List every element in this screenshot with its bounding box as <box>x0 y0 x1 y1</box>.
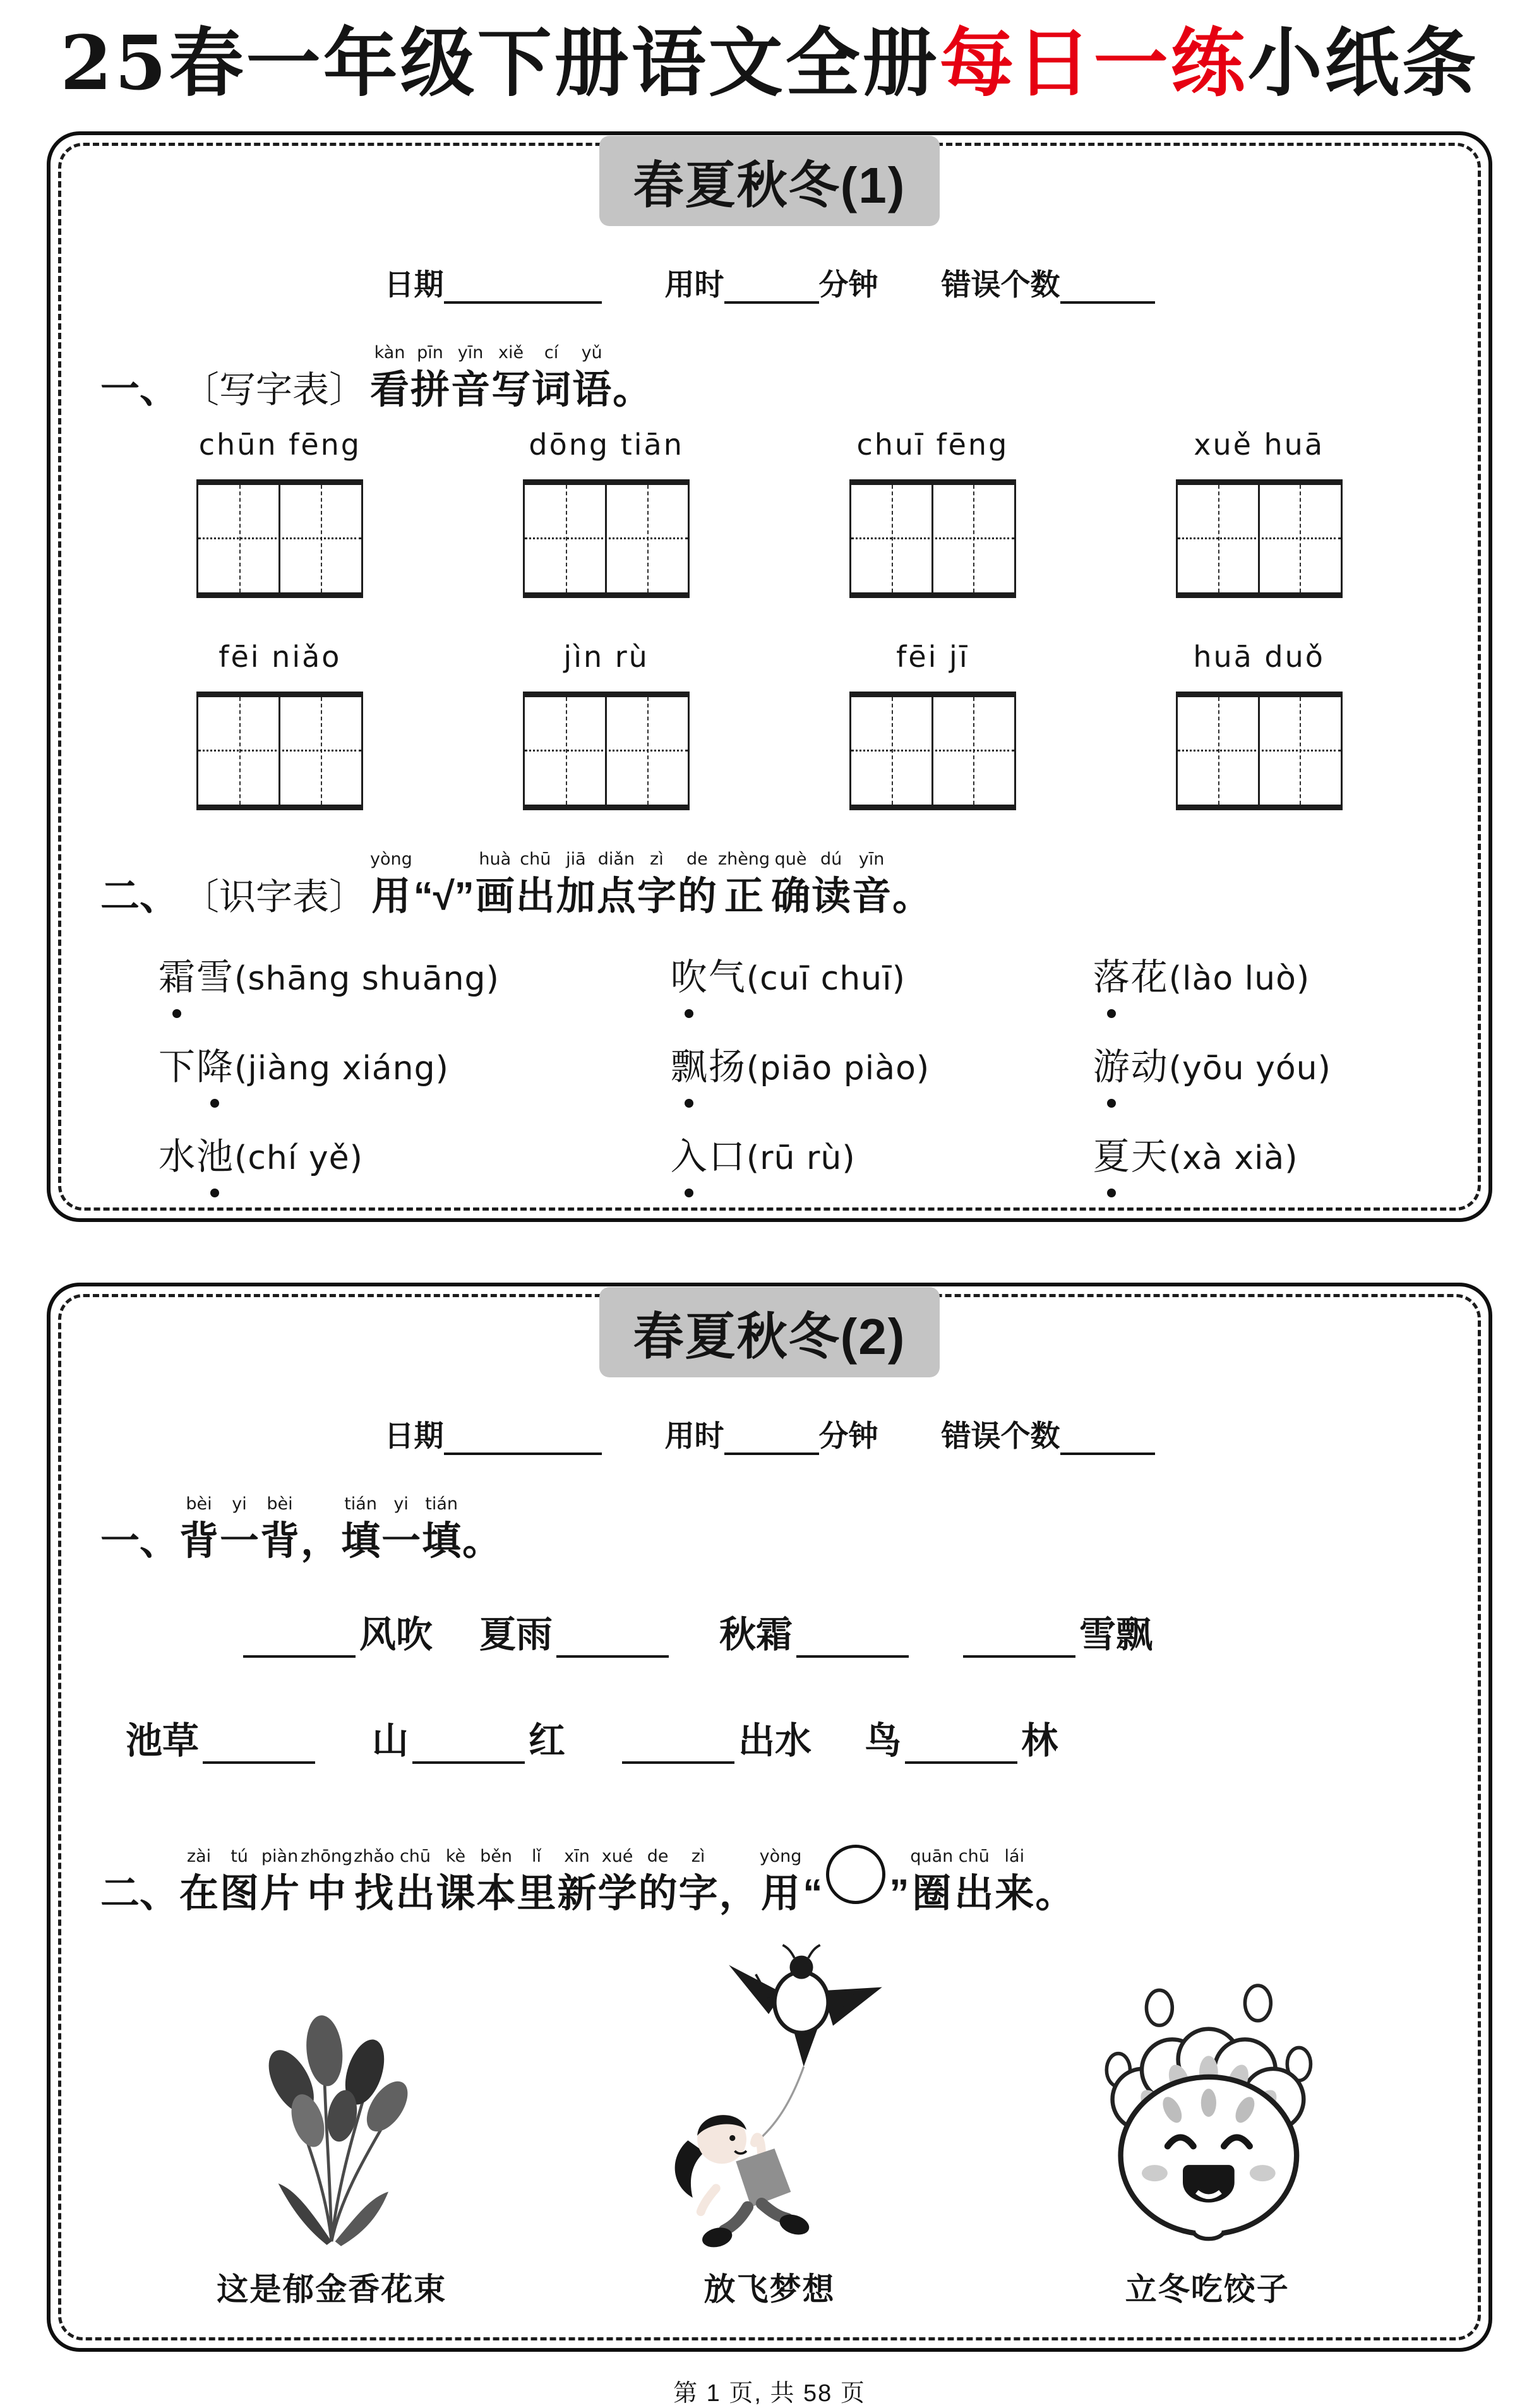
grid-guide-line <box>851 537 1014 539</box>
fill-text: 鸟 <box>865 1720 902 1762</box>
ruby-token <box>910 1847 953 1915</box>
writing-grid-box <box>1176 479 1343 598</box>
hanzi-char: 音 <box>451 368 491 412</box>
worksheet-card-2-inner <box>58 1294 1481 2340</box>
pinyin-annotation: yi <box>393 1494 409 1514</box>
pinyin-annotation: zhōng <box>301 1847 353 1867</box>
time-blank-line <box>724 272 819 304</box>
word-char: 动 <box>1130 1046 1168 1088</box>
section2-question2-heading <box>100 1818 1439 1915</box>
ruby-token <box>410 343 450 412</box>
pinyin-annotation: lái <box>1004 1847 1025 1867</box>
minute-label: 分钟 <box>818 1420 878 1454</box>
ruby-token <box>220 1847 259 1915</box>
pinyin-annotation: tián <box>425 1494 458 1514</box>
pinyin-annotation: piàn <box>261 1847 299 1867</box>
pinyin-annotation: cí <box>544 342 559 362</box>
fill-blank-line <box>243 1620 356 1658</box>
ruby-token <box>477 1847 516 1915</box>
pinyin-annotation: xiě <box>498 342 524 362</box>
fill-group <box>719 1605 913 1658</box>
ruby-token <box>556 849 596 918</box>
tulip-bouquet-illustration <box>237 1987 426 2253</box>
fill-text: 红 <box>529 1720 566 1762</box>
grid-guide-line <box>198 537 361 539</box>
ruby-token <box>718 849 770 918</box>
hanzi-char: 。 <box>462 1519 502 1564</box>
ruby-token <box>679 1847 718 1915</box>
question-number: 二、 <box>100 875 179 919</box>
hanzi-char: 一 <box>220 1519 260 1564</box>
ruby-token <box>823 1818 888 1915</box>
grid-guide-line <box>851 750 1014 752</box>
minute-label: 分钟 <box>818 268 878 302</box>
fill-text: 出水 <box>738 1720 812 1762</box>
hanzi-char: 字 <box>678 1872 718 1916</box>
pinyin-annotation: tián <box>344 1494 377 1514</box>
error-field <box>942 261 1155 304</box>
pinyin-annotation: què <box>774 849 807 870</box>
hanzi-char: 课 <box>436 1872 476 1916</box>
question-text-with-pinyin <box>369 849 932 918</box>
time-label: 用时 <box>664 268 724 302</box>
ruby-token <box>597 849 636 918</box>
pinyin-annotation: yi <box>232 1494 247 1514</box>
fill-text: 秋霜 <box>719 1614 793 1656</box>
pinyin-annotation: zì <box>691 1847 705 1867</box>
dotted-target-char: 游 <box>1093 1037 1130 1090</box>
question-text-with-pinyin <box>369 343 652 412</box>
ruby-token <box>678 849 717 918</box>
worksheet-card-1 <box>47 131 1492 1223</box>
pinyin-word-item <box>770 428 1096 598</box>
hanzi-char: 新 <box>557 1872 597 1916</box>
pinyin-choices: (shāng shuāng) <box>234 960 500 998</box>
pinyin-annotation: yǔ <box>581 342 602 362</box>
page-title-black1: 25春一年级下册语文全册 <box>60 19 940 107</box>
pinyin-choices: (chí yě) <box>234 1139 363 1178</box>
error-blank-line <box>1060 1423 1155 1455</box>
writing-grid-box <box>849 692 1016 810</box>
word-pinyin-label: xuě huā <box>1194 428 1325 462</box>
question-text-with-pinyin <box>179 1494 502 1563</box>
word-char: 气 <box>708 957 745 998</box>
hanzi-char: 的 <box>677 875 717 919</box>
circle-mark <box>823 1845 888 1915</box>
ruby-token <box>179 1847 219 1915</box>
question-tag: 〔识字表〕 <box>183 876 366 918</box>
pronunciation-item <box>671 1127 1093 1180</box>
hanzi-char: “ <box>803 1872 823 1916</box>
error-label: 错误个数 <box>941 1420 1060 1454</box>
pinyin-annotation: chū <box>399 1847 431 1867</box>
ruby-token <box>892 849 931 918</box>
fill-text: 风吹 <box>359 1614 433 1656</box>
pinyin-annotation: xué <box>601 1847 633 1867</box>
section2-meta-row <box>100 1413 1439 1455</box>
date-label: 日期 <box>384 268 444 302</box>
time-field <box>665 261 878 304</box>
word-pinyin-label: fēi jī <box>896 640 969 674</box>
fill-blank-line <box>556 1620 669 1658</box>
pinyin-annotation: yīn <box>457 342 484 362</box>
hanzi-char: 本 <box>476 1872 516 1916</box>
lion-dumpling-illustration <box>1084 1981 1331 2253</box>
word-pinyin-label: chuī fēng <box>856 428 1009 462</box>
pinyin-annotation: dú <box>820 849 842 870</box>
word-char: 天 <box>1130 1136 1168 1178</box>
figure-lion-dumpling <box>1002 1981 1413 2309</box>
grid-guide-line <box>1178 537 1341 539</box>
hanzi-char: 拼 <box>410 368 450 412</box>
fill-blank-line <box>412 1727 525 1764</box>
hanzi-char: 片 <box>260 1872 300 1916</box>
page-title <box>0 16 1539 110</box>
ruby-token <box>803 1847 822 1915</box>
hanzi-char: 写 <box>491 368 531 412</box>
pronunciation-item <box>671 1037 1093 1090</box>
ruby-token <box>301 1847 352 1915</box>
hanzi-char: 用 <box>371 875 411 919</box>
figure-tulip <box>126 1987 537 2309</box>
word-char: 扬 <box>708 1046 745 1088</box>
pronunciation-item <box>1093 1037 1439 1090</box>
ruby-token <box>354 1847 394 1915</box>
section1-title-badge: 春夏秋冬(1) <box>599 136 940 226</box>
pronunciation-item <box>159 1037 671 1090</box>
hanzi-char: 找 <box>354 1872 394 1916</box>
word-pinyin-label: jìn rù <box>563 640 649 674</box>
ruby-token <box>760 1847 802 1915</box>
word-char: 雪 <box>196 957 234 998</box>
date-field <box>385 261 602 304</box>
fill-group <box>959 1605 1153 1658</box>
ruby-token <box>491 343 530 412</box>
pinyin-annotation: zhǎo <box>354 1847 395 1867</box>
word-char: 花 <box>1130 957 1168 998</box>
word-pinyin-label: huā duǒ <box>1193 640 1325 674</box>
writing-grid-box <box>523 692 690 810</box>
pinyin-word-item <box>443 640 770 810</box>
error-field <box>942 1413 1155 1455</box>
question-text-with-pinyin <box>179 1818 1075 1915</box>
hanzi-char: 图 <box>220 1872 260 1916</box>
pinyin-choices: (xà xià) <box>1168 1139 1298 1178</box>
fill-text: 山 <box>372 1720 409 1762</box>
hanzi-char: “√” <box>413 875 474 919</box>
dotted-target-char: 降 <box>196 1037 233 1090</box>
dotted-target-char: 入 <box>671 1127 707 1180</box>
hanzi-char: 点 <box>596 875 636 919</box>
word-char: 口 <box>708 1136 745 1178</box>
ruby-token <box>954 1847 993 1915</box>
hanzi-char: ， <box>301 1519 340 1564</box>
pinyin-annotation: yòng <box>370 849 412 870</box>
word-pinyin-label: fēi niǎo <box>219 640 342 674</box>
ruby-token <box>436 1847 476 1915</box>
pinyin-choices: (cuī chuī) <box>746 960 906 998</box>
hanzi-char: 里 <box>517 1872 556 1916</box>
error-label: 错误个数 <box>941 268 1060 302</box>
ruby-token <box>771 849 810 918</box>
figure-kite-girl <box>563 1937 975 2309</box>
fill-blank-line <box>203 1727 315 1764</box>
pinyin-word-item <box>770 640 1096 810</box>
ruby-token <box>395 1847 434 1915</box>
hanzi-char: 。 <box>613 368 652 412</box>
section1-meta-row <box>100 261 1439 304</box>
fill-blank-row-2 <box>100 1711 1439 1764</box>
pinyin-annotation: yīn <box>858 849 885 870</box>
ruby-token <box>370 343 409 412</box>
hanzi-char: 背 <box>260 1519 300 1564</box>
dotted-target-char: 飘 <box>671 1037 707 1090</box>
figure-caption: 这是郁金香花束 <box>217 2272 447 2308</box>
hanzi-char: 词 <box>532 368 572 412</box>
time-field <box>665 1413 878 1455</box>
pinyin-annotation: chū <box>958 1847 990 1867</box>
fill-group <box>239 1605 433 1658</box>
hanzi-char: ” <box>889 1872 909 1916</box>
ruby-token <box>451 343 490 412</box>
pinyin-annotation: zhèng <box>717 849 770 870</box>
time-label: 用时 <box>664 1420 724 1454</box>
pinyin-annotation: huà <box>479 849 512 870</box>
hanzi-char: 出 <box>954 1872 994 1916</box>
pinyin-word-item <box>1096 428 1422 598</box>
pinyin-annotation: kàn <box>374 342 405 362</box>
date-field <box>385 1413 602 1455</box>
error-blank-line <box>1060 272 1155 304</box>
ruby-token <box>341 1494 380 1563</box>
figure-caption: 放飞梦想 <box>704 2272 835 2308</box>
pronunciation-item <box>1093 947 1439 1000</box>
hanzi-char: 语 <box>572 368 612 412</box>
ruby-token <box>462 1494 501 1563</box>
ruby-token <box>719 1847 758 1915</box>
pronunciation-item <box>1093 1127 1439 1180</box>
hanzi-char: 画 <box>475 875 515 919</box>
pinyin-word-item <box>117 428 443 598</box>
fill-blank-line <box>963 1620 1075 1658</box>
dotted-target-char: 吹 <box>671 947 707 1000</box>
fill-text: 林 <box>1021 1720 1058 1762</box>
pinyin-annotation: kè <box>445 1847 466 1867</box>
ruby-token <box>811 849 851 918</box>
hanzi-char: ， <box>719 1872 758 1916</box>
ruby-token <box>613 343 652 412</box>
page-title-red: 每日一练 <box>939 19 1248 107</box>
pronunciation-item <box>671 947 1093 1000</box>
ruby-token <box>422 1494 461 1563</box>
pinyin-annotation: quān <box>910 1847 954 1867</box>
pinyin-choices: (yōu yóu) <box>1168 1050 1331 1088</box>
hanzi-char: 一 <box>381 1519 421 1564</box>
pinyin-annotation: bèi <box>186 1494 212 1514</box>
pronunciation-item <box>159 1127 671 1180</box>
date-label: 日期 <box>384 1420 444 1454</box>
circle-glyph <box>826 1845 885 1904</box>
kite-flying-illustration <box>644 1937 896 2253</box>
worksheet-card-1-inner <box>58 143 1481 1211</box>
fill-group <box>865 1711 1058 1764</box>
ruby-token <box>260 1847 299 1915</box>
fill-group <box>372 1711 565 1764</box>
ruby-token <box>638 1847 678 1915</box>
pinyin-writing-grid <box>100 428 1439 810</box>
question-tag: 〔写字表〕 <box>183 369 366 410</box>
ruby-token <box>558 1847 597 1915</box>
pinyin-annotation: běn <box>480 1847 512 1867</box>
pronunciation-options-grid <box>100 947 1439 1180</box>
fill-blank-line <box>622 1727 734 1764</box>
ruby-token <box>381 1494 421 1563</box>
ruby-token <box>179 1494 219 1563</box>
pinyin-annotation: de <box>686 849 708 870</box>
pinyin-annotation: pīn <box>417 342 443 362</box>
section2-title-badge: 春夏秋冬(2) <box>599 1287 940 1377</box>
fill-text: 雪飘 <box>1079 1614 1153 1656</box>
pinyin-word-item <box>1096 640 1422 810</box>
fill-blank-line <box>796 1620 909 1658</box>
pinyin-annotation: tú <box>231 1847 248 1867</box>
pinyin-annotation: chū <box>520 849 551 870</box>
ruby-token <box>476 849 515 918</box>
hanzi-char: 圈 <box>912 1872 952 1916</box>
ruby-token <box>889 1847 909 1915</box>
ruby-token <box>598 1847 637 1915</box>
pinyin-annotation: lǐ <box>532 1847 542 1867</box>
dotted-target-char: 夏 <box>1093 1127 1130 1180</box>
ruby-token <box>414 849 474 918</box>
question-number: 二、 <box>100 1872 179 1916</box>
ruby-token <box>516 849 555 918</box>
hanzi-char: 学 <box>597 1872 637 1916</box>
dotted-target-char: 霜 <box>159 947 195 1000</box>
hanzi-char: 。 <box>1035 1872 1075 1916</box>
worksheet-card-2 <box>47 1283 1492 2352</box>
page-number-footer: 第 1 页, 共 58 页 <box>673 2380 866 2407</box>
ruby-token <box>517 1847 556 1915</box>
hanzi-char: 中 <box>307 1872 347 1916</box>
hanzi-char: 看 <box>370 368 410 412</box>
hanzi-char: 加 <box>556 875 596 919</box>
illustrations-row <box>100 1937 1439 2309</box>
writing-grid-box <box>1176 692 1343 810</box>
hanzi-char: 出 <box>515 875 555 919</box>
pinyin-choices: (rū rù) <box>746 1139 856 1178</box>
hanzi-char: 背 <box>179 1519 219 1564</box>
pinyin-annotation: bèi <box>266 1494 293 1514</box>
pinyin-annotation: jiā <box>566 849 586 870</box>
section1-question2-heading <box>100 849 1439 918</box>
ruby-token <box>370 849 412 918</box>
hanzi-char: 填 <box>422 1519 462 1564</box>
section1-question1-heading <box>100 343 1439 412</box>
pinyin-annotation: de <box>647 1847 669 1867</box>
hanzi-char: 的 <box>638 1872 678 1916</box>
hanzi-char: 字 <box>637 875 676 919</box>
grid-guide-line <box>1178 750 1341 752</box>
pinyin-choices: (piāo piào) <box>746 1050 930 1088</box>
pinyin-annotation: zì <box>650 849 664 870</box>
hanzi-char: 正 <box>724 875 764 919</box>
pronunciation-item <box>159 947 671 1000</box>
ruby-token <box>637 849 676 918</box>
time-blank-line <box>724 1423 819 1455</box>
hanzi-char: 出 <box>395 1872 435 1916</box>
pinyin-annotation: diǎn <box>597 849 635 870</box>
fill-blank-line <box>905 1727 1017 1764</box>
pinyin-annotation: yòng <box>759 1847 802 1867</box>
grid-guide-line <box>198 750 361 752</box>
hanzi-char: 来 <box>995 1872 1034 1916</box>
writing-grid-box <box>849 479 1016 598</box>
dotted-target-char: 池 <box>196 1127 233 1180</box>
pinyin-choices: (lào luò) <box>1168 960 1310 998</box>
dotted-target-char: 落 <box>1093 947 1130 1000</box>
pinyin-choices: (jiàng xiáng) <box>234 1050 449 1088</box>
pinyin-word-item <box>443 428 770 598</box>
figure-caption: 立冬吃饺子 <box>1125 2272 1290 2308</box>
ruby-token <box>532 343 571 412</box>
grid-guide-line <box>525 537 688 539</box>
ruby-token <box>1035 1847 1074 1915</box>
writing-grid-box <box>523 479 690 598</box>
pinyin-word-item <box>117 640 443 810</box>
ruby-token <box>572 343 611 412</box>
hanzi-char: 音 <box>852 875 892 919</box>
writing-grid-box <box>196 479 363 598</box>
hanzi-char: 用 <box>760 1872 800 1916</box>
writing-grid-box <box>196 692 363 810</box>
grid-guide-line <box>525 750 688 752</box>
page-title-black2: 小纸条 <box>1247 19 1479 107</box>
pinyin-annotation: xīn <box>564 1847 590 1867</box>
hanzi-char: 在 <box>179 1872 219 1916</box>
ruby-token <box>301 1494 340 1563</box>
fill-group <box>126 1711 319 1764</box>
date-blank-line <box>444 272 602 304</box>
fill-text: 池草 <box>126 1720 200 1762</box>
fill-text: 夏雨 <box>479 1614 553 1656</box>
pinyin-annotation: zài <box>186 1847 212 1867</box>
word-char: 水 <box>159 1136 196 1178</box>
word-pinyin-label: dōng tiān <box>529 428 684 462</box>
word-pinyin-label: chūn fēng <box>198 428 361 462</box>
hanzi-char: 。 <box>892 875 932 919</box>
ruby-token <box>852 849 891 918</box>
fill-group <box>618 1711 811 1764</box>
question-number: 一、 <box>100 1519 179 1564</box>
hanzi-char: 读 <box>811 875 851 919</box>
date-blank-line <box>444 1423 602 1455</box>
ruby-token <box>220 1494 259 1563</box>
question-number: 一、 <box>100 368 179 412</box>
ruby-token <box>260 1494 299 1563</box>
fill-group <box>479 1605 673 1658</box>
section2-question1-heading <box>100 1494 1439 1563</box>
word-char: 下 <box>159 1046 196 1088</box>
hanzi-char: 填 <box>341 1519 381 1564</box>
fill-blank-row-1 <box>100 1605 1439 1658</box>
ruby-token <box>995 1847 1034 1915</box>
hanzi-char: 确 <box>771 875 811 919</box>
